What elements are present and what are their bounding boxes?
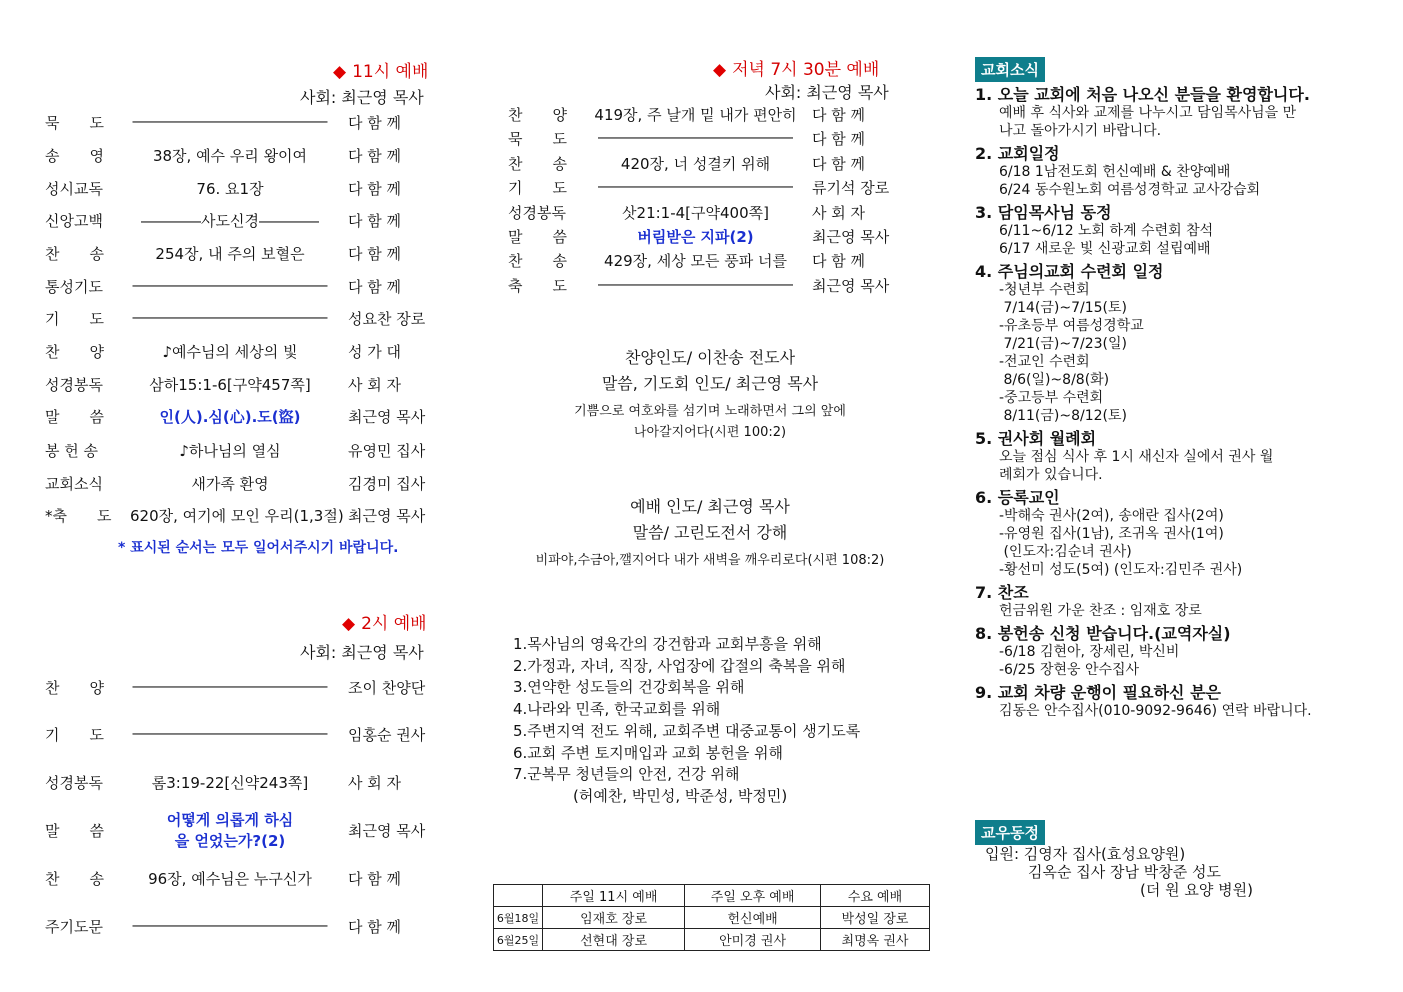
order-label: 성경봉독 bbox=[45, 774, 103, 792]
order-row bbox=[45, 916, 445, 940]
prayer-item: 2.가정과, 자녀, 직장, 사업장에 갑절의 축복을 위해 bbox=[513, 656, 846, 675]
order-content: ――――――――――――― bbox=[598, 275, 793, 293]
order-content: 인(人).심(心).도(盜) bbox=[159, 408, 301, 426]
order-label: 기 도 bbox=[508, 179, 567, 197]
members-line: (더 원 요양 병원) bbox=[1140, 881, 1253, 899]
order-label: 찬 양 bbox=[508, 106, 567, 124]
section-title-evening bbox=[713, 55, 879, 80]
order-row bbox=[45, 243, 445, 267]
order-person: 다 함 께 bbox=[348, 870, 402, 888]
order-label: 주기도문 bbox=[45, 918, 103, 936]
order-label: 성경봉독 bbox=[45, 376, 103, 394]
order-person: 다 함 께 bbox=[348, 147, 402, 165]
dawn-lead-2: 말씀, 기도회 인도/ 최근영 목사 bbox=[601, 374, 819, 393]
order-person: 최근영 목사 bbox=[812, 277, 890, 295]
news-body-line: 김동은 안수집사(010-9092-9646) 연락 바랍니다. bbox=[999, 703, 1312, 719]
order-label: 봉 헌 송 bbox=[45, 442, 99, 460]
section-title-2pm bbox=[342, 609, 427, 634]
order-label: 통성기도 bbox=[45, 278, 103, 296]
table-row bbox=[494, 907, 930, 929]
news-heading: 8. 봉헌송 신청 받습니다.(교역자실) bbox=[975, 624, 1231, 643]
table-cell: 안미경 권사 bbox=[685, 929, 821, 951]
order-content: 429장, 세상 모든 풍파 너를 bbox=[604, 252, 787, 270]
order-label: 찬 송 bbox=[45, 245, 104, 263]
order-label: 신앙고백 bbox=[45, 212, 103, 230]
order-person: 다 함 께 bbox=[348, 180, 402, 198]
order-person: 유영민 집사 bbox=[348, 442, 426, 460]
table-cell: 최명옥 권사 bbox=[820, 929, 929, 951]
order-label: 찬 송 bbox=[508, 252, 567, 270]
news-heading: 3. 담임목사님 동정 bbox=[975, 203, 1112, 222]
section-title-text: 11시 예배 bbox=[352, 62, 429, 82]
host-line: 사회: 최근영 목사 bbox=[765, 83, 889, 102]
order-content: 620장, 여기에 모인 우리(1,3절) bbox=[130, 507, 344, 525]
section-title-text: 2시 예배 bbox=[361, 614, 427, 634]
order-row bbox=[45, 473, 445, 497]
table-cell: 임재호 장로 bbox=[543, 907, 685, 929]
order-person: 김경미 집사 bbox=[348, 475, 426, 493]
order-content: ――――――――――――― bbox=[132, 916, 328, 934]
news-body-line: 8/11(금)~8/12(토) bbox=[999, 408, 1127, 424]
order-person: 최근영 목사 bbox=[348, 822, 426, 840]
news-body-line: (인도자:김순녀 권사) bbox=[999, 544, 1132, 560]
order-row bbox=[45, 374, 445, 398]
table-header: 주일 11시 예배 bbox=[543, 885, 685, 907]
order-row bbox=[45, 341, 445, 365]
order-row bbox=[45, 677, 445, 701]
order-row bbox=[45, 112, 445, 136]
dawn-lead-1: 찬양인도/ 이찬송 전도사 bbox=[624, 348, 796, 367]
order-person: 다 함 께 bbox=[348, 245, 402, 263]
order-row bbox=[508, 177, 908, 201]
morning-lead-1: 예배 인도/ 최근영 목사 bbox=[630, 497, 790, 516]
order-label: 기 도 bbox=[45, 726, 104, 744]
order-label: 축 도 bbox=[508, 277, 567, 295]
order-person: 류기석 장로 bbox=[812, 179, 890, 197]
table-cell: 박성일 장로 bbox=[820, 907, 929, 929]
order-row bbox=[508, 153, 908, 177]
news-list bbox=[975, 86, 1365, 725]
news-body-line: -유영원 집사(1남), 조귀옥 권사(1여) bbox=[999, 526, 1224, 542]
order-row bbox=[45, 178, 445, 202]
diamond-icon: ◆ bbox=[713, 60, 727, 80]
news-item bbox=[975, 204, 1365, 258]
order-content: 96장, 예수님은 누구신가 bbox=[148, 870, 312, 888]
news-item bbox=[975, 489, 1365, 579]
prayer-item: 7.군복무 청년들의 안전, 건강 위해 bbox=[513, 765, 740, 784]
prayer-item: 4.나라와 민족, 한국교회를 위해 bbox=[513, 700, 721, 719]
order-label: 교회소식 bbox=[45, 475, 103, 493]
members-line: 김옥순 집사 장남 박창준 성도 bbox=[1028, 863, 1221, 881]
order-row bbox=[45, 308, 445, 332]
order-label: 찬 양 bbox=[45, 679, 104, 697]
order-person: 성요찬 장로 bbox=[348, 310, 426, 328]
order-content: 삼하15:1-6[구약457쪽] bbox=[149, 376, 311, 394]
news-badge: 교회소식 bbox=[975, 57, 1045, 82]
order-person: 사 회 자 bbox=[812, 204, 866, 222]
members-info bbox=[985, 845, 1253, 899]
prayer-item: 5.주변지역 전도 위해, 교회주변 대중교통이 생기도록 bbox=[513, 721, 861, 740]
diamond-icon: ◆ bbox=[333, 62, 347, 82]
table-header: 수요 예배 bbox=[820, 885, 929, 907]
order-content: ――――――――――――― bbox=[132, 112, 328, 130]
news-item bbox=[975, 263, 1365, 425]
news-body-line: -중고등부 수련회 bbox=[999, 390, 1104, 406]
news-body-line: 8/6(일)~8/8(화) bbox=[999, 372, 1110, 388]
news-item bbox=[975, 430, 1365, 484]
news-heading: 1. 오늘 교회에 처음 나오신 분들을 환영합니다. bbox=[975, 85, 1310, 104]
dawn-verse-ref: 나아갈지어다(시편 100:2) bbox=[633, 425, 787, 440]
order-content: ――――사도신경―――― bbox=[141, 212, 319, 230]
order-content: ――――――――――――― bbox=[132, 724, 328, 742]
news-heading: 2. 교회일정 bbox=[975, 144, 1060, 163]
table-header bbox=[494, 885, 543, 907]
order-label: 말 씀 bbox=[508, 228, 567, 246]
order-row bbox=[45, 210, 445, 234]
dawn-verse: 기쁨으로 여호와를 섬기며 노래하면서 그의 앞에 bbox=[574, 404, 846, 419]
news-heading: 4. 주님의교회 수련회 일정 bbox=[975, 262, 1164, 281]
table-header: 주일 오후 예배 bbox=[685, 885, 821, 907]
order-row bbox=[508, 104, 908, 128]
news-body-line: 헌금위원 가운 찬조 : 임재호 장로 bbox=[999, 603, 1202, 619]
table-header-row bbox=[494, 885, 930, 907]
order-row bbox=[45, 724, 445, 748]
order-content: ――――――――――――― bbox=[132, 308, 328, 326]
order-row bbox=[45, 868, 445, 892]
order-label: 묵 도 bbox=[45, 114, 104, 132]
order-row bbox=[508, 128, 908, 152]
order-row bbox=[45, 811, 445, 850]
order-person: 임홍순 권사 bbox=[348, 726, 426, 744]
news-item bbox=[975, 86, 1365, 140]
news-body-line: -박해숙 권사(2여), 송애란 집사(2여) bbox=[999, 508, 1224, 524]
prayer-item: 1.목사님의 영육간의 강건함과 교회부흥을 위해 bbox=[513, 635, 822, 653]
news-body-line: -6/18 김현아, 장세린, 박신비 bbox=[999, 644, 1180, 660]
members-line: 입원: 김영자 집사(효성요양원) bbox=[985, 845, 1186, 863]
order-label: 성시교독 bbox=[45, 180, 103, 198]
duty-table bbox=[493, 884, 930, 951]
news-body-line: 6/17 새로운 빛 신광교회 설립예배 bbox=[999, 241, 1211, 257]
news-heading: 5. 권사회 월례회 bbox=[975, 429, 1097, 448]
news-body-line: -전교인 수련회 bbox=[999, 354, 1090, 370]
order-label: 말 씀 bbox=[45, 408, 104, 426]
prayer-item: (허예찬, 박민성, 박준성, 박정민) bbox=[573, 786, 788, 805]
order-content: ――――――――――――― bbox=[132, 276, 328, 294]
order-person: 다 함 께 bbox=[348, 212, 402, 230]
news-heading: 6. 등록교인 bbox=[975, 488, 1060, 507]
order-content: ――――――――――――― bbox=[598, 128, 793, 146]
host-line: 사회: 최근영 목사 bbox=[300, 88, 424, 107]
order-content: 롬3:19-22[신약243쪽] bbox=[151, 774, 309, 792]
order-label: 말 씀 bbox=[45, 822, 104, 840]
order-label: 성경봉독 bbox=[508, 204, 566, 222]
news-body-line: -청년부 수련회 bbox=[999, 282, 1090, 298]
news-body-line: 6/11~6/12 노회 하계 수련회 참석 bbox=[999, 223, 1214, 239]
order-label: 묵 도 bbox=[508, 130, 567, 148]
order-label: 기 도 bbox=[45, 310, 104, 328]
order-label: 찬 송 bbox=[45, 870, 104, 888]
order-row bbox=[508, 250, 908, 274]
order-content: 새가족 환영 bbox=[191, 475, 269, 493]
prayer-item: 3.연약한 성도들의 건강회복을 위해 bbox=[513, 678, 745, 697]
order-row bbox=[45, 406, 445, 430]
news-body-line: 6/24 동수원노회 여름성경학교 교사강습회 bbox=[999, 182, 1261, 198]
news-body-line: 례회가 있습니다. bbox=[999, 467, 1103, 483]
table-cell: 6월25일 bbox=[494, 929, 543, 951]
news-item bbox=[975, 584, 1365, 620]
news-heading: 9. 교회 차량 운행이 필요하신 분은 bbox=[975, 683, 1221, 702]
order-content: 어떻게 의롭게 하심을 얻었는가?(2) bbox=[166, 811, 294, 850]
section-title-11am bbox=[333, 57, 428, 82]
news-item bbox=[975, 684, 1365, 720]
order-row bbox=[45, 276, 445, 300]
order-content: 삿21:1-4[구약400쪽] bbox=[622, 204, 769, 222]
news-body-line: 오늘 점심 식사 후 1시 새신자 실에서 권사 월 bbox=[999, 449, 1274, 465]
order-person: 다 함 께 bbox=[348, 114, 402, 132]
order-label: 찬 양 bbox=[45, 343, 104, 361]
order-content: 38장, 예수 우리 왕이여 bbox=[152, 147, 308, 165]
order-person: 최근영 목사 bbox=[812, 228, 890, 246]
order-label: *축 도 bbox=[45, 507, 112, 525]
order-label: 송 영 bbox=[45, 147, 104, 165]
news-body-line: -황선미 성도(5여) (인도자:김민주 권사) bbox=[999, 562, 1243, 578]
table-cell: 헌신예배 bbox=[685, 907, 821, 929]
order-content: 76. 요1장 bbox=[196, 180, 264, 198]
news-heading: 7. 찬조 bbox=[975, 583, 1029, 602]
news-body-line: -유초등부 여름성경학교 bbox=[999, 318, 1144, 334]
table-row bbox=[494, 929, 930, 951]
order-person: 다 함 께 bbox=[348, 918, 402, 936]
news-body-line: 7/21(금)~7/23(일) bbox=[999, 336, 1127, 352]
order-person: 사 회 자 bbox=[348, 774, 402, 792]
news-body-line: 7/14(금)~7/15(토) bbox=[999, 300, 1127, 316]
news-item bbox=[975, 145, 1365, 199]
order-person: 다 함 께 bbox=[812, 155, 866, 173]
members-badge: 교우동정 bbox=[975, 820, 1045, 845]
order-content: ――――――――――――― bbox=[132, 677, 328, 695]
standing-note: * 표시된 순서는 모두 일어서주시기 바랍니다. bbox=[118, 540, 399, 556]
order-content: 420장, 너 성결키 위해 bbox=[620, 155, 771, 173]
order-person: 다 함 께 bbox=[812, 252, 866, 270]
diamond-icon: ◆ bbox=[342, 614, 356, 634]
news-body-line: 6/18 1남전도회 헌신예배 & 찬양예배 bbox=[999, 164, 1231, 180]
morning-lead-2: 말씀/ 고린도전서 강해 bbox=[632, 523, 788, 542]
order-person: 최근영 목사 bbox=[348, 408, 426, 426]
order-person: 다 함 께 bbox=[812, 106, 866, 124]
order-row bbox=[45, 772, 445, 796]
news-body-line: 나고 돌아가시기 바랍니다. bbox=[999, 123, 1162, 139]
prayer-list bbox=[513, 634, 860, 808]
host-line: 사회: 최근영 목사 bbox=[300, 643, 424, 662]
order-content: ♪예수님의 세상의 빛 bbox=[162, 343, 298, 361]
news-body-line: 예배 후 식사와 교제를 나누시고 담임목사님을 만 bbox=[999, 105, 1297, 121]
order-content: 419장, 주 날개 밑 내가 편안히 bbox=[594, 106, 797, 124]
order-person: 조이 찬양단 bbox=[348, 679, 426, 697]
news-body-line: -6/25 장현웅 안수집사 bbox=[999, 662, 1140, 678]
section-title-text: 저녁 7시 30분 예배 bbox=[732, 60, 880, 80]
order-content: 버림받은 지파(2) bbox=[637, 228, 754, 246]
order-row bbox=[45, 440, 445, 464]
morning-verse: 비파야,수금아,깰지어다 내가 새벽을 깨우리로다(시편 108:2) bbox=[535, 553, 885, 568]
order-row bbox=[508, 226, 908, 250]
order-row bbox=[45, 505, 445, 529]
table-cell: 6월18일 bbox=[494, 907, 543, 929]
order-content: ♪하나님의 열심 bbox=[179, 442, 281, 460]
order-row bbox=[508, 275, 908, 299]
order-content: 254장, 내 주의 보혈은 bbox=[155, 245, 305, 263]
prayer-item: 6.교회 주변 토지매입과 교회 봉헌을 위해 bbox=[513, 743, 783, 762]
order-person: 다 함 께 bbox=[348, 278, 402, 296]
order-person: 성 가 대 bbox=[348, 343, 402, 361]
order-row bbox=[508, 202, 908, 226]
order-person: 다 함 께 bbox=[812, 130, 866, 148]
order-person: 최근영 목사 bbox=[348, 507, 426, 525]
order-row bbox=[45, 145, 445, 169]
order-content: ――――――――――――― bbox=[598, 177, 793, 195]
order-person: 사 회 자 bbox=[348, 376, 402, 394]
order-label: 찬 송 bbox=[508, 155, 567, 173]
news-item bbox=[975, 625, 1365, 679]
table-cell: 선현대 장로 bbox=[543, 929, 685, 951]
